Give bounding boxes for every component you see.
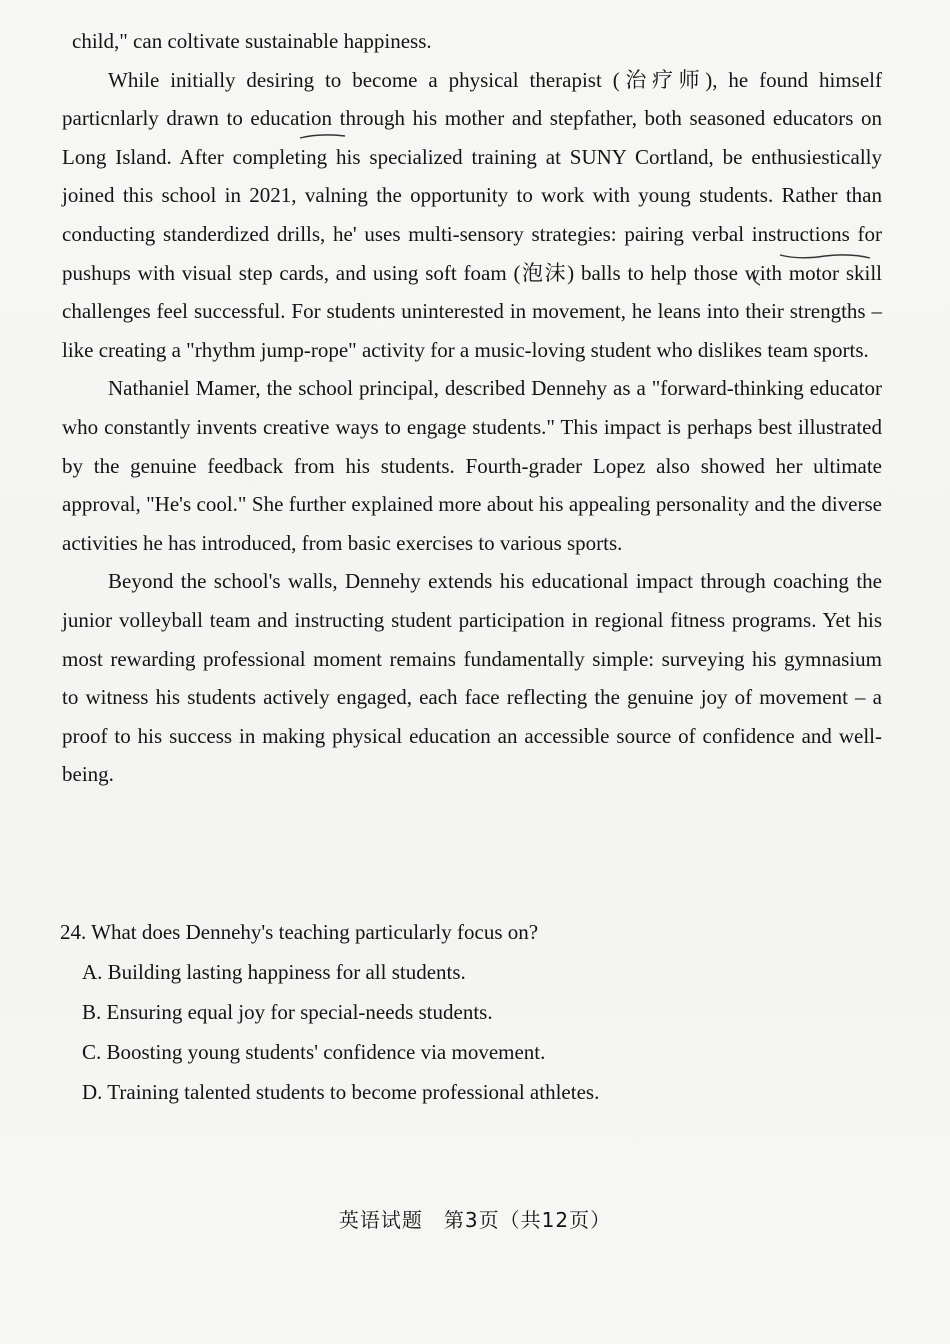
- passage-paragraph-2: While initially desiring to become a physical therapist (治疗师), he found himself particnlarly drawn to education through his mother and stepfather, both seasoned educators on Long Island. After completing his specialized training at SUNY Cortland, be enthusiestically joined this school in 2021, valning the opportunity to work with young students. Rather than conducting standerdized drills, he' uses multi-sensory strategies: pairing verbal instructions for pushups with visual step cards, and using soft foam (泡沫) balls to help those with motor skill challenges feel successful. For students uninterested in movement, he leans into their strengths – like creating a "rhythm jump-rope" activity for a music-loving student who dislikes team sports.: [62, 67, 882, 362]
- question-stem: 24. What does Dennehy's teaching particularly focus on?: [60, 920, 539, 944]
- passage-paragraph-4: Beyond the school's walls, Dennehy extends his educational impact through coaching the junior volleyball team and instructing student participation in regional fitness programs. Yet his most rewarding professional moment remains fundamentally simple: surveying his gymnasium to witness his students actively engaged, each face reflecting the genuine joy of movement – a proof to his success in making physical education an accessible source of confidence and well-being.: [62, 569, 882, 787]
- option-d: D. Training talented students to become professional athletes.: [82, 1080, 600, 1104]
- option-b: B. Ensuring equal joy for special-needs students.: [82, 1000, 493, 1024]
- passage-paragraph-1: child," can coltivate sustainable happiness.: [72, 29, 432, 53]
- question-24: [60, 912, 880, 1112]
- option-a: A. Building lasting happiness for all students.: [82, 960, 466, 984]
- option-c: C. Boosting young students' confidence via movement.: [82, 1040, 546, 1064]
- page-footer: 英语试题 第3页（共12页）: [338, 1208, 612, 1232]
- passage-paragraph-3: Nathaniel Mamer, the school principal, described Dennehy as a "forward-thinking educator who constantly invents creative ways to engage students." This impact is perhaps best illustrated by the genuine feedback from his students. Fourth-grader Lopez also showed her ultimate approval, "He's cool." She further explained more about his appealing personality and the diverse activities he has introduced, from basic exercises to various sports.: [62, 376, 882, 555]
- reading-passage: [62, 22, 882, 794]
